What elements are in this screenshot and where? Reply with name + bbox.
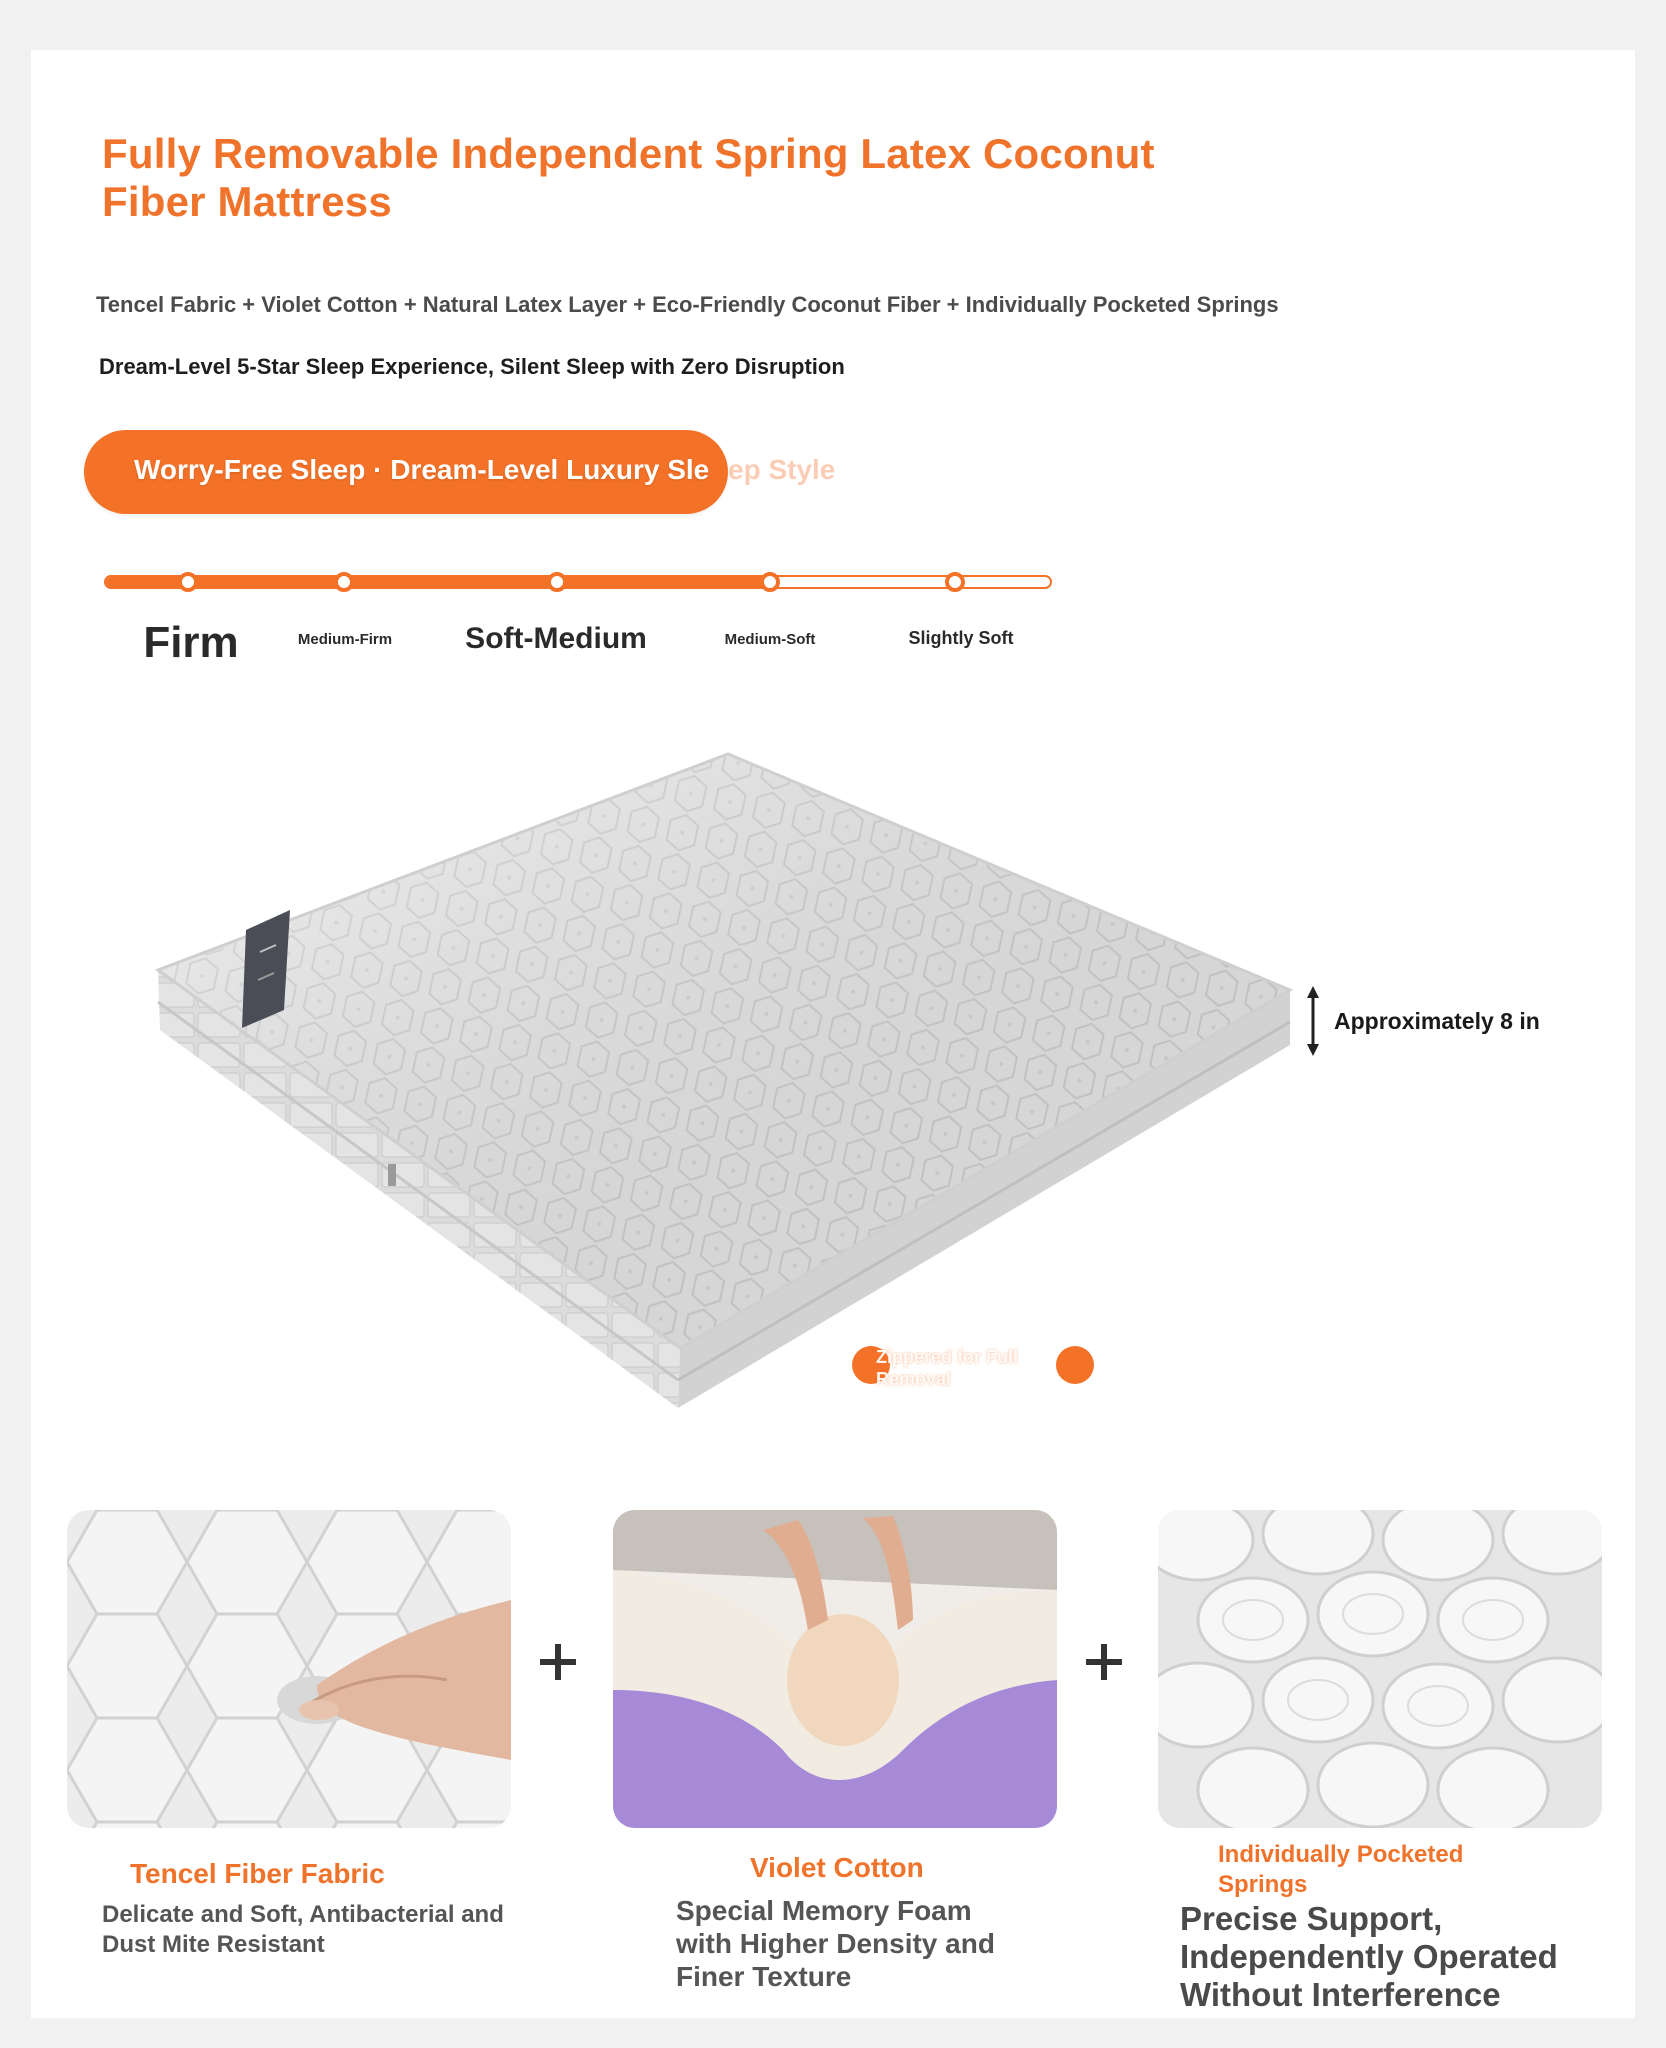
firmness-label-slightly-soft: Slightly Soft <box>908 628 1014 648</box>
product-title: Fully Removable Independent Spring Latex Coconut Fiber Mattress <box>102 130 1155 225</box>
mattress-image <box>150 740 1300 1420</box>
feature-title-violet-cotton: Violet Cotton <box>750 1852 924 1883</box>
feature-desc-violet-cotton: Special Memory Foam with Higher Density and Finer Texture <box>676 1895 995 1992</box>
promo-banner-text-tail: ep Style <box>728 454 836 485</box>
feature-desc-springs: Precise Support, Independently Operated Without Interference <box>1180 1900 1558 2013</box>
firmness-label-firm: Firm <box>143 618 239 667</box>
height-label: Approximately 8 in <box>1334 1007 1540 1034</box>
firmness-scale-fill <box>106 577 767 587</box>
feature-title-tencel: Tencel Fiber Fabric <box>130 1858 385 1889</box>
zip-badge <box>852 1346 1092 1389</box>
firmness-marker-firm <box>178 572 198 592</box>
feature-desc-tencel: Delicate and Soft, Antibacterial and Dust Mite Resistant <box>102 1901 504 1958</box>
tencel-fabric-image <box>67 1510 511 1828</box>
firmness-label-medium-firm: Medium-Firm <box>297 631 393 648</box>
double-arrow-icon <box>1306 986 1320 1056</box>
pocket-springs-image <box>1158 1510 1602 1828</box>
violet-cotton-image <box>613 1510 1057 1828</box>
promo-banner-text: Worry-Free Sleep · Dream-Level Luxury Sle <box>134 454 710 485</box>
feature-title-springs: Individually Pocketed Springs <box>1218 1841 1464 1898</box>
zip-label: Zippered for Full Removal <box>876 1347 1018 1389</box>
firmness-marker-medium-firm <box>334 572 354 592</box>
height-annotation <box>1306 986 1540 1056</box>
materials-subtitle: Tencel Fabric + Violet Cotton + Natural Latex Layer + Eco-Friendly Coconut Fiber + Individually Pocketed Springs <box>96 292 1279 317</box>
firmness-label-medium-soft: Medium-Soft <box>724 631 816 648</box>
firmness-marker-medium-soft <box>760 572 780 592</box>
firmness-scale-track <box>104 575 1052 589</box>
plus-icon <box>536 1640 580 1684</box>
sleep-tagline: Dream-Level 5-Star Sleep Experience, Silent Sleep with Zero Disruption <box>99 354 845 379</box>
firmness-label-soft-medium: Soft-Medium <box>465 622 647 655</box>
firmness-marker-slightly-soft <box>945 572 965 592</box>
plus-icon <box>1082 1640 1126 1684</box>
zip-dot-right-icon <box>1056 1346 1094 1384</box>
firmness-marker-soft-medium <box>547 572 567 592</box>
